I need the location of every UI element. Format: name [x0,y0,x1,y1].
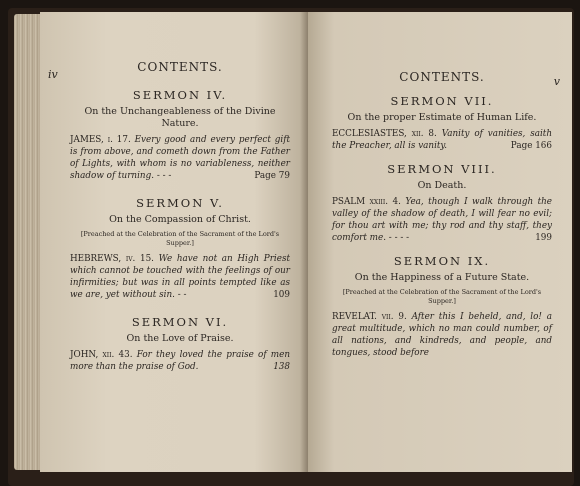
left-contents-heading: CONTENTS. [137,60,223,74]
scripture-reference [70,349,290,373]
left-page-number: iv [48,68,58,81]
scripture-quote: We have not an High Priest which cannot be touched with the feelings of our infirmities; but was in all points tempted like as we are, yet without sin. [70,254,290,300]
scripture-quote: Vanity of vanities, saith the Preacher, all is vanity. [332,129,552,151]
right-page-number: v [553,75,560,88]
sermon-heading: SERMON IV. [132,88,228,102]
leader-dashes: - - - [156,171,172,181]
scripture-citation: HEBREWS, iv. 15. [70,254,154,264]
scripture-citation: JOHN, xii. 43. [70,350,133,360]
scripture-quote: Yea, though I walk through the valley of the shadow of death, I will fear no evil; for thou art with me; thy rod and thy staff, they comfort me. [332,197,552,243]
sermon-title: On Death. [417,180,467,191]
scripture-quote: For they loved the praise of men more than the praise of God. [70,350,291,372]
sermon-entry [332,162,552,244]
left-page [40,12,308,472]
sermon-entry [70,315,290,373]
scripture-reference [332,311,552,359]
leader-dashes: - - [177,290,187,300]
page-reference: 199 [535,233,552,243]
scripture-citation: PSALM xxiii. 4. [332,197,401,207]
sermon-title: On the Compassion of Christ. [109,214,251,225]
page-reference: Page 166 [510,141,552,151]
scripture-reference [70,253,290,301]
sermon-heading: SERMON VI. [131,315,229,329]
leader-dashes: - - - - [388,233,410,243]
sermon-entry [332,94,552,152]
scripture-reference [332,196,552,244]
scripture-quote: Every good and every perfect gift is from above, and cometh down from the Father of Lights, with whom is no variableness, neither shadow of turning. [70,135,290,181]
page-reference: 109 [273,290,290,300]
scripture-reference [70,134,290,182]
sermon-note: [Preached at the Celebration of the Sacrament of the Lord's Supper.] [80,230,280,247]
sermon-heading: SERMON VIII. [387,162,497,176]
sermon-title: On the Love of Praise. [126,333,234,344]
sermon-title: On the Happiness of a Future State. [354,272,530,283]
scripture-reference [332,128,552,152]
right-page [308,12,572,472]
scripture-citation: ECCLESIASTES, xii. 8. [332,129,437,139]
scripture-quote: After this I beheld, and, lo! a great multitude, which no man could number, of all nations, and kindreds, and people, and tongues, stood before [332,312,553,358]
sermon-heading: SERMON VII. [390,94,494,108]
page-reference: Page 79 [254,171,290,181]
sermon-title: On the Unchangeableness of the Divine Nature. [84,106,276,129]
scripture-citation: JAMES, i. 17. [70,135,131,145]
sermon-title: On the proper Estimate of Human Life. [347,112,537,123]
sermon-entry [70,196,290,301]
scripture-citation: REVELAT. vii. 9. [332,312,407,322]
sermon-entry [70,88,290,182]
right-contents-heading: CONTENTS. [399,70,485,84]
sermon-heading: SERMON IX. [393,254,491,268]
sermon-heading: SERMON V. [136,196,224,210]
page-reference: 138 [273,362,290,372]
sermon-entry [332,254,552,359]
sermon-note: [Preached at the Celebration of the Sacrament of the Lord's Supper.] [342,288,542,305]
